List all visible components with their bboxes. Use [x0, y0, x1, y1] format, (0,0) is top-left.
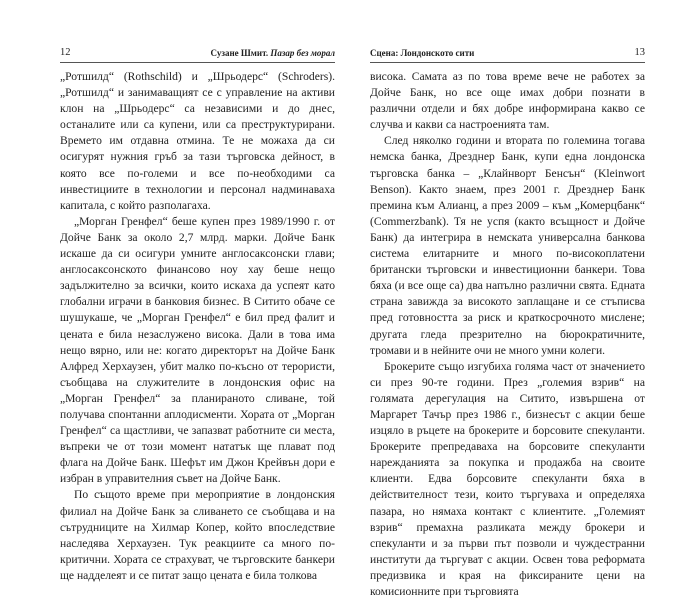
page-number: 12 [60, 47, 71, 58]
page-number: 13 [634, 47, 645, 58]
left-page [60, 0, 335, 582]
body-text [370, 69, 645, 600]
paragraph: Брокерите също изгубиха голяма част от значението си през 90-те години. През „големия взрив“ на голямата дерегулация на Ситито, извършена от Маргарет Тачър през 1986 г., бизнесът с акции беше изцяло в ръцете на брокерите и борсовите спекуланти. Брокерите препредаваха на борсовите спекуланти нарежданията за покупка и продажба на своите клиенти. Едва борсовите спекуланти бяха в действителност тези, които търгуваха и определяха пазара, но нямаха контакт с клиентите. „Големият взрив“ премахна разликата между брокери и спекуланти и за първи път позволи и чуждестранни институти да търгуват с акции. Освен това реформата предизвика и края на фиксираните цени на комисионните при търговията [370, 359, 645, 598]
right-page-header [370, 46, 645, 60]
paragraph: „Морган Гренфел“ беше купен през 1989/1990 г. от Дойче Банк за около 2,7 млрд. марки. Дойче Банк искаше да си осигури умните англосаксонски глави; англосаксонското финансово ноу хау беше нещо задължително за всички, които искаха да успеят като глобални играчи в банковия бизнес. В Ситито обаче се шушукаше, че „Морган Гренфел“ е бил пред фалит и цената е била незаслужено висока. Дали в това има нещо вярно, или не: когато директорът на Дойче Банк Алфред Херхаузен, убит малко по-късно от терористи, съобщава на служителите в лондонския офис на „Морган Гренфел“ за планираното сливане, той получава спонтанни аплодисменти. Хората от „Морган Гренфел“ са щастливи, че запазват работните си места, въпреки че от този момент нататък ще плават под флага на Дойче Банк. Шефът им Джон Крейвън дори е избран в управителния съвет на Дойче Банк. [60, 214, 335, 486]
paragraph: висока. Самата аз по това време вече не работех за Дойче Банк, но все още имах добри познати в различни отдели и бях добре информирана какво се случва и какви са настроенията там. [370, 70, 645, 132]
running-head-title: Сцена: Лондонското сити [370, 48, 475, 58]
running-head [211, 46, 335, 60]
left-page-header [60, 46, 335, 60]
running-head-author: Сузане Шмит. [210, 48, 269, 58]
paragraph: „Ротшилд“ (Rothschild) и „Шрьодерс“ (Schroders). „Ротшилд“ и занимаващият се с управление на активи клон на „Шрьодерс“ са независими и до днес, останалите или са купени, или са преструктурирани. Времето им отдавна отмина. Те не можаха да си осигурят нужния гръб за тази търговска дейност, в която все по-големи и все по-необходими са инвестициите в технологии и персонал надминаваха капитала, с който разполагаха. [60, 70, 335, 212]
running-head-title: Пазар без морал [270, 48, 335, 58]
body-text [60, 69, 335, 584]
paragraph: След няколко години и втората по големина тогава немска банка, Дрезднер Банк, купи една лондонска търговска банка – „Клайнворт Бенсън“ (Kleinwort Benson). Както знаем, през 2001 г. Дрезднер Банк премина към Алианц, а през 2009 – към „Комерцбанк“ (Commerzbank). Тя не успя (както всъщност и Дойче Банк) да интегрира в немската универсална банкова система елитарните и много по-високоплатени британски търговски и инвестиционни банкери. Това бяха (и все още са) два напълно различни свята. Едната страна завижда за високото заплащане и се стъписва пред готовността за риск и краткосрочното мислене; другата гледа презрително на бюрократичните, тромави и в нейните очи не много умни колеги. [370, 134, 645, 357]
paragraph: По същото време при мероприятие в лондонския филиал на Дойче Банк за сливането се съобщава и на сътрудниците на Хилмар Копер, който впоследствие наследява Херхаузен. Тук реакциите са много по-критични. Хората се страхуват, че търговските банкери ще надделеят и се питат защо цената е била толкова [60, 488, 335, 582]
header-rule [60, 62, 335, 63]
header-rule [370, 62, 645, 63]
right-page [370, 0, 645, 598]
